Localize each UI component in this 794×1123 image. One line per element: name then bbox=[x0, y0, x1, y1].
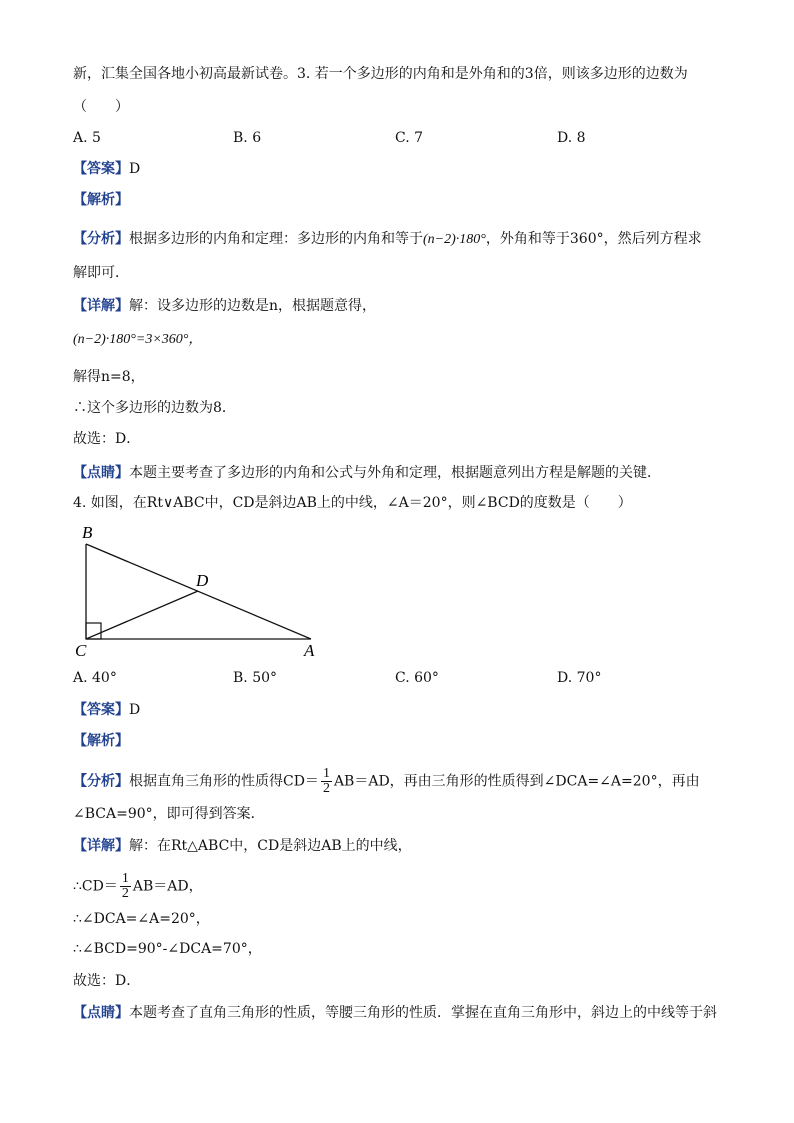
q3-analysis-line bbox=[73, 190, 129, 210]
q3-detail-3: 解得n=8， bbox=[73, 369, 145, 385]
q3-detail-5: 故选：D． bbox=[73, 431, 141, 447]
q4-detail-line bbox=[73, 836, 412, 856]
q4-analysis-line bbox=[73, 731, 129, 751]
q3-comment: 本题主要考查了多边形的内角和公式与外角和定理，根据题意列出方程是解题的关键． bbox=[129, 465, 661, 481]
q3-option-d: D. 8 bbox=[557, 130, 586, 146]
q3-option-b: B. 6 bbox=[233, 130, 262, 146]
q4-fenxi-text-a: 根据直角三角形的性质得CD＝ bbox=[129, 773, 319, 790]
comment-tag: 【点睛】 bbox=[73, 1005, 129, 1021]
triangle-figure bbox=[68, 522, 328, 662]
label-b: B bbox=[82, 523, 93, 542]
analysis-tag: 【解析】 bbox=[73, 733, 129, 749]
q4-detail-3: ∴∠DCA=∠A=20°， bbox=[73, 911, 210, 927]
comment-tag: 【点睛】 bbox=[73, 465, 129, 481]
fenxi-tag: 【分析】 bbox=[73, 773, 129, 790]
q3-fenxi-text-b: ，外角和等于360°，然后列方程求 bbox=[485, 231, 702, 247]
q4-option-b: B. 50° bbox=[233, 670, 278, 686]
q4-option-c: C. 60° bbox=[395, 670, 439, 686]
q3-fenxi-line bbox=[73, 229, 702, 250]
q4-option-d: D. 70° bbox=[557, 670, 602, 686]
detail-tag: 【详解】 bbox=[73, 838, 129, 854]
q3-answer-line bbox=[73, 159, 140, 179]
answer-tag: 【答案】 bbox=[73, 161, 129, 177]
q4-fenxi-text-b: AB＝AD，再由三角形的性质得到∠DCA=∠A=20°，再由 bbox=[333, 773, 700, 790]
q4-detail-1: 解：在Rt△ABC中，CD是斜边AB上的中线， bbox=[129, 838, 412, 854]
q4-detail-2-line bbox=[73, 872, 203, 901]
fraction-numerator: 1 bbox=[322, 766, 330, 781]
q3-fenxi-expr: (n−2)·180° bbox=[423, 232, 486, 247]
right-angle-mark bbox=[86, 623, 101, 639]
q3-paren: （ ） bbox=[73, 99, 129, 115]
fraction bbox=[321, 767, 332, 796]
q3-fenxi-text-a: 根据多边形的内角和定理：多边形的内角和等于 bbox=[129, 231, 423, 247]
q4-detail-5: 故选：D． bbox=[73, 973, 141, 989]
q4-fenxi-line-2: ∠BCA=90°，即可得到答案． bbox=[73, 806, 265, 822]
q3-option-a: A. 5 bbox=[73, 130, 101, 146]
q4-comment: 本题考查了直角三角形的性质，等腰三角形的性质．掌握在直角三角形中，斜边上的中线等于斜 bbox=[129, 1005, 717, 1021]
fraction-denominator: 2 bbox=[121, 886, 129, 901]
q3-detail-2: (n−2)·180°=3×360°， bbox=[73, 332, 203, 347]
q3-detail-line bbox=[73, 296, 376, 316]
q4-answer: D bbox=[129, 702, 141, 718]
q3-comment-line bbox=[73, 463, 661, 483]
label-a: A bbox=[304, 641, 315, 660]
answer-tag: 【答案】 bbox=[73, 702, 129, 718]
q4-fenxi-line bbox=[73, 767, 700, 796]
q3-fenxi-line-2: 解即可． bbox=[73, 265, 129, 281]
q4-option-a: A. 40° bbox=[73, 670, 117, 686]
q4-detail-2b: AB＝AD， bbox=[132, 878, 203, 895]
q4-detail-2a: ∴CD＝ bbox=[73, 878, 118, 895]
q3-detail-1: 解：设多边形的边数是n，根据题意得， bbox=[129, 298, 377, 314]
fraction-numerator: 1 bbox=[121, 871, 129, 886]
median-cd bbox=[86, 591, 198, 639]
fraction bbox=[120, 872, 131, 901]
fraction-denominator: 2 bbox=[322, 781, 330, 796]
q3-answer: D bbox=[129, 161, 141, 177]
fenxi-tag: 【分析】 bbox=[73, 231, 129, 247]
q4-question: 4. 如图，在Rt∨ABC中，CD是斜边AB上的中线，∠A＝20°，则∠BCD的度数是（ ） bbox=[73, 495, 632, 511]
label-d: D bbox=[196, 571, 209, 590]
analysis-tag: 【解析】 bbox=[73, 192, 129, 208]
q3-option-c: C. 7 bbox=[395, 130, 424, 146]
q3-intro: 新，汇集全国各地小初高最新试卷。3. 若一个多边形的内角和是外角和的3倍，则该多边形的边数为 bbox=[73, 66, 688, 82]
q3-detail-4: ∴这个多边形的边数为8． bbox=[73, 400, 236, 416]
detail-tag: 【详解】 bbox=[73, 298, 129, 314]
q4-detail-4: ∴∠BCD=90°-∠DCA=70°， bbox=[73, 941, 262, 957]
q4-answer-line bbox=[73, 700, 140, 720]
q4-comment-line bbox=[73, 1003, 717, 1023]
label-c: C bbox=[75, 641, 87, 660]
